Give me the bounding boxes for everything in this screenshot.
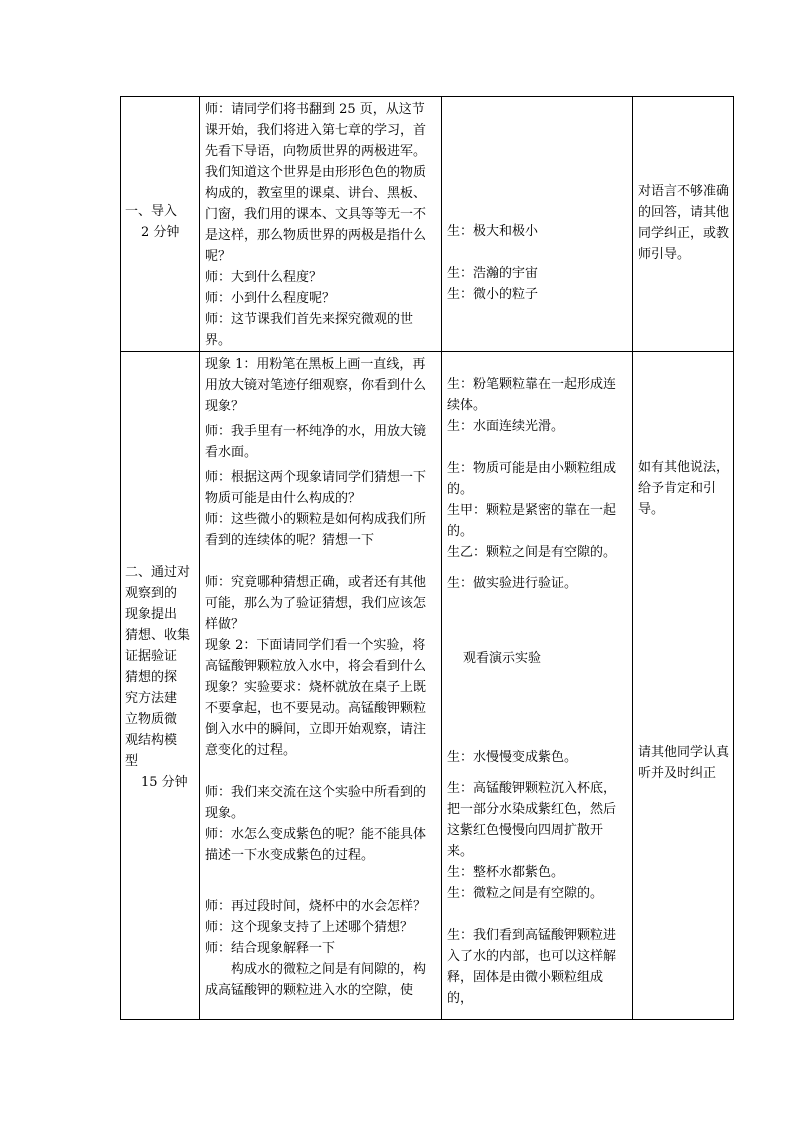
phase-cell-explore [121, 352, 200, 1020]
student-line: 生：整杯水都紫色。 [447, 865, 565, 880]
teacher-cell-intro [200, 97, 442, 352]
phase-duration: 2 分钟 [141, 225, 180, 240]
student-line: 观看演示实验 [463, 651, 542, 666]
student-line: 生：粉笔颗粒靠在一起形成连续体。 [447, 377, 617, 413]
student-line: 生：高锰酸钾颗粒沉入杯底，把一部分水染成紫红色，然后这紫红色慢慢向四周扩散开来。 [447, 781, 617, 859]
student-line: 生：极大和极小 [447, 224, 539, 239]
phase-title-line: 猜想、收集 [125, 628, 191, 643]
student-cell-explore [442, 352, 633, 1020]
teacher-line: 师：结合现象解释一下 [205, 941, 336, 956]
phase-title-line: 究方法建 [125, 691, 178, 706]
teacher-line: 师：大到什么程度？ [205, 270, 323, 285]
teacher-cell-explore [200, 352, 442, 1020]
student-line: 生：微小的粒子 [447, 287, 539, 302]
phase-cell-intro [121, 97, 200, 352]
note-cell-intro [633, 97, 734, 352]
phase-title-line: 猜想的探 [125, 670, 178, 685]
student-line: 生：物质可能是由小颗粒组成的。 [447, 461, 617, 497]
note-text: 对语言不够准确的回答，请其他同学纠正，或教师引导。 [638, 184, 730, 262]
teacher-line: 师：水怎么变成紫色的呢？能不能具体描述一下水变成紫色的过程。 [205, 827, 427, 863]
note-text: 如有其他说法，给予肯定和引导。 [638, 460, 730, 517]
student-line: 生：浩瀚的宇宙 [447, 266, 539, 281]
student-line: 生乙：颗粒之间是有空隙的。 [447, 545, 617, 560]
phase-title: 一、导入 [125, 204, 178, 219]
teacher-line: 师：再过段时间，烧杯中的水会怎样？ [205, 899, 427, 914]
teacher-line: 师：请同学们将书翻到 25 页，从这节课开始，我们将进入第七章的学习，首先看下导语，向物质世界的两极进军。我们知道这个世界是由形形色色的物质构成的，教室里的课桌、讲台、黑板、门窗，我们用的课本、文具等等无一不是这样，那么物质世界的两极是指什么呢？ [205, 102, 427, 264]
phase-title-line: 立物质微 [125, 712, 178, 727]
table-row-intro [121, 97, 734, 352]
phase-title-line: 观察到的 [125, 586, 178, 601]
teacher-line: 师：究竟哪种猜想正确，或者还有其他可能，那么为了验证猜想，我们应该怎样做？ [205, 575, 427, 632]
student-line: 生：我们看到高锰酸钾颗粒进入了水的内部，也可以这样解释，固体是由微小颗粒组成的， [447, 928, 617, 1006]
student-line: 生甲：颗粒是紧密的靠在一起的。 [447, 503, 617, 539]
note-text: 请其他同学认真听并及时纠正 [638, 745, 730, 781]
phase-title-line: 观结构模 [125, 733, 178, 748]
student-cell-intro [442, 97, 633, 352]
lesson-plan-table [120, 96, 734, 1020]
student-line: 生：做实验进行验证。 [447, 576, 578, 591]
student-line: 生：水面连续光滑。 [447, 419, 565, 434]
student-line: 生：水慢慢变成紫色。 [447, 750, 578, 765]
phase-title-line: 证据验证 [125, 649, 178, 664]
phase-title-line: 型 [125, 754, 139, 769]
teacher-line: 构成水的微粒之间是有间隙的，构成高锰酸钾的颗粒进入水的空隙，使 [205, 962, 427, 998]
teacher-line: 师：小到什么程度呢？ [205, 291, 336, 306]
teacher-line: 现象 2：下面请同学们看一个实验，将高锰酸钾颗粒放入水中，将会看到什么现象？实验要求：烧杯就放在桌子上既不要拿起，也不要晃动。高锰酸钾颗粒倒入水中的瞬间，立即开始观察，请注意变化的过程。 [205, 638, 427, 758]
teacher-line: 师：根据这两个现象请同学们猜想一下物质可能是由什么构成的？ [205, 470, 427, 506]
teacher-line: 现象 1：用粉笔在黑板上画一直线，再用放大镜对笔迹仔细观察，你看到什么现象？ [205, 357, 427, 414]
teacher-line: 师：这节课我们首先来探究微观的世界。 [205, 312, 414, 348]
teacher-line: 师：我们来交流在这个实验中所看到的现象。 [205, 785, 427, 821]
teacher-line: 师：这些微小的颗粒是如何构成我们所看到的连续体的呢？猜想一下 [205, 512, 427, 548]
table-row-explore [121, 352, 734, 1020]
phase-duration: 15 分钟 [141, 775, 188, 790]
teacher-line: 师：我手里有一杯纯净的水，用放大镜看水面。 [205, 424, 427, 460]
teacher-line: 师：这个现象支持了上述哪个猜想？ [205, 920, 414, 935]
student-line: 生：微粒之间是有空隙的。 [447, 886, 604, 901]
phase-title-line: 现象提出 [125, 607, 178, 622]
phase-title-line: 二、通过对 [125, 565, 191, 580]
note-cell-explore [633, 352, 734, 1020]
